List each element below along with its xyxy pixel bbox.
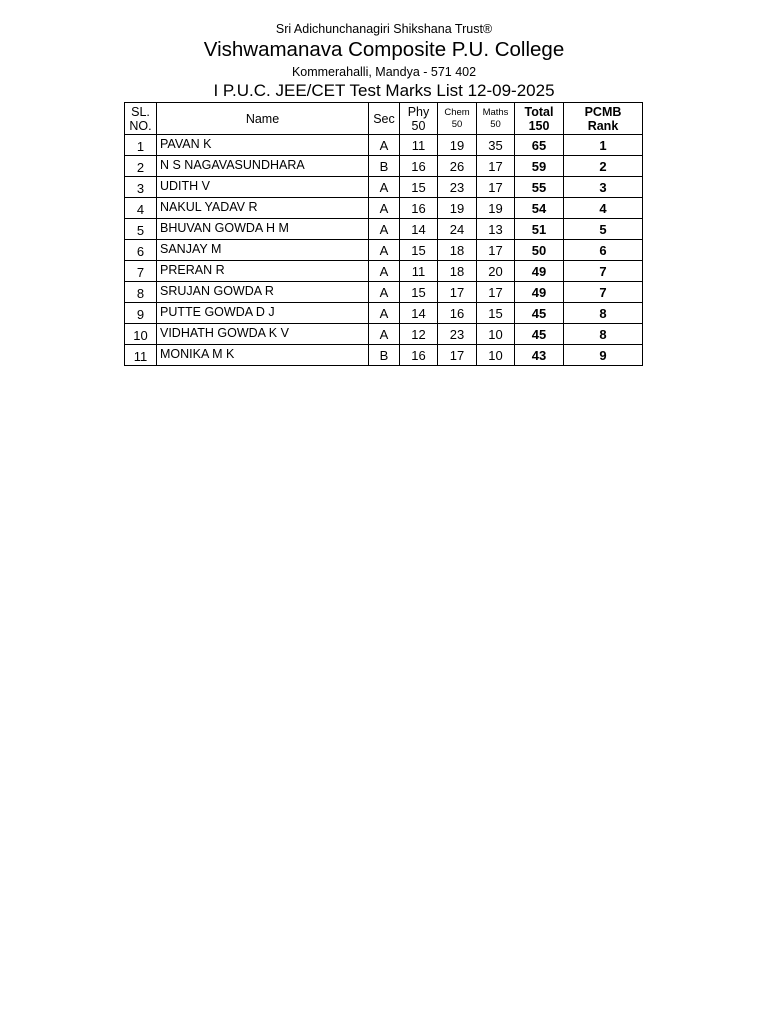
maths-marks-cell: 19	[477, 198, 515, 219]
maths-marks-cell: 17	[477, 177, 515, 198]
student-name-cell: VIDHATH GOWDA K V	[157, 324, 369, 345]
chem-marks-cell: 17	[438, 282, 477, 303]
chem-marks-cell: 19	[438, 198, 477, 219]
chem-marks-cell: 16	[438, 303, 477, 324]
student-name-cell: NAKUL YADAV R	[157, 198, 369, 219]
phy-marks-cell: 15	[400, 282, 438, 303]
maths-marks-cell: 17	[477, 240, 515, 261]
maths-marks-cell: 17	[477, 156, 515, 177]
phy-header	[400, 103, 438, 135]
rank-cell: 1	[564, 135, 643, 156]
total-header-line1: Total	[524, 104, 554, 119]
total-marks-cell: 49	[515, 282, 564, 303]
phy-marks-cell: 12	[400, 324, 438, 345]
marks-list-title: I P.U.C. JEE/CET Test Marks List 12-09-2025	[213, 81, 555, 100]
sl-cell: 2	[125, 156, 157, 177]
section-cell: A	[369, 324, 400, 345]
rank-cell: 8	[564, 303, 643, 324]
rank-header-line2: Rank	[587, 118, 619, 133]
phy-marks-cell: 15	[400, 240, 438, 261]
section-cell: A	[369, 261, 400, 282]
section-cell: A	[369, 303, 400, 324]
section-cell: A	[369, 282, 400, 303]
maths-marks-cell: 10	[477, 324, 515, 345]
student-name-cell: UDITH V	[157, 177, 369, 198]
phy-marks-cell: 16	[400, 345, 438, 366]
total-marks-cell: 49	[515, 261, 564, 282]
maths-marks-cell: 20	[477, 261, 515, 282]
sec-header: Sec	[369, 103, 400, 135]
sl-header-line1: SL.	[131, 104, 150, 119]
rank-cell: 2	[564, 156, 643, 177]
total-header	[515, 103, 564, 135]
sl-cell: 7	[125, 261, 157, 282]
phy-marks-cell: 14	[400, 219, 438, 240]
chem-marks-cell: 18	[438, 240, 477, 261]
section-cell: B	[369, 345, 400, 366]
rank-cell: 7	[564, 282, 643, 303]
table-row	[125, 177, 643, 198]
total-marks-cell: 55	[515, 177, 564, 198]
maths-marks-cell: 35	[477, 135, 515, 156]
chem-header-line1: Chem	[444, 106, 470, 118]
student-name-cell: SANJAY M	[157, 240, 369, 261]
phy-marks-cell: 11	[400, 135, 438, 156]
sl-no-header	[125, 103, 157, 135]
table-row	[125, 282, 643, 303]
chem-marks-cell: 23	[438, 324, 477, 345]
maths-marks-cell: 10	[477, 345, 515, 366]
section-cell: A	[369, 177, 400, 198]
table-row	[125, 198, 643, 219]
chem-header	[438, 103, 477, 135]
table-row	[125, 135, 643, 156]
sl-cell: 6	[125, 240, 157, 261]
phy-marks-cell: 16	[400, 198, 438, 219]
total-marks-cell: 59	[515, 156, 564, 177]
maths-marks-cell: 15	[477, 303, 515, 324]
rank-cell: 9	[564, 345, 643, 366]
sl-cell: 8	[125, 282, 157, 303]
total-marks-cell: 65	[515, 135, 564, 156]
table-row	[125, 240, 643, 261]
maths-header-line2: 50	[490, 118, 501, 130]
total-marks-cell: 43	[515, 345, 564, 366]
table-row	[125, 324, 643, 345]
phy-header-line2: 50	[411, 118, 426, 133]
phy-marks-cell: 15	[400, 177, 438, 198]
sl-cell: 9	[125, 303, 157, 324]
chem-marks-cell: 17	[438, 345, 477, 366]
table-row	[125, 303, 643, 324]
rank-cell: 7	[564, 261, 643, 282]
rank-cell: 8	[564, 324, 643, 345]
student-name-cell: PUTTE GOWDA D J	[157, 303, 369, 324]
chem-marks-cell: 24	[438, 219, 477, 240]
college-name: Vishwamanava Composite P.U. College	[203, 38, 565, 61]
section-cell: B	[369, 156, 400, 177]
phy-marks-cell: 16	[400, 156, 438, 177]
name-header: Name	[157, 103, 369, 135]
maths-marks-cell: 13	[477, 219, 515, 240]
college-address: Kommerahalli, Mandya - 571 402	[291, 65, 477, 79]
section-cell: A	[369, 135, 400, 156]
rank-cell: 4	[564, 198, 643, 219]
rank-header-line1: PCMB	[584, 104, 622, 119]
total-marks-cell: 45	[515, 303, 564, 324]
student-name-cell: SRUJAN GOWDA R	[157, 282, 369, 303]
phy-marks-cell: 11	[400, 261, 438, 282]
sl-cell: 5	[125, 219, 157, 240]
maths-header-line1: Maths	[482, 106, 509, 118]
student-name-cell: PAVAN K	[157, 135, 369, 156]
chem-marks-cell: 19	[438, 135, 477, 156]
trust-name: Sri Adichunchanagiri Shikshana Trust®	[275, 22, 493, 36]
section-cell: A	[369, 198, 400, 219]
rank-header	[564, 103, 643, 135]
sl-header-line2: NO.	[129, 118, 152, 133]
total-marks-cell: 50	[515, 240, 564, 261]
maths-marks-cell: 17	[477, 282, 515, 303]
phy-marks-cell: 14	[400, 303, 438, 324]
total-header-line2: 150	[528, 118, 550, 133]
rank-cell: 6	[564, 240, 643, 261]
marks-table	[124, 102, 643, 366]
student-name-cell: MONIKA M K	[157, 345, 369, 366]
marks-table-body	[125, 135, 643, 366]
table-row	[125, 345, 643, 366]
chem-marks-cell: 26	[438, 156, 477, 177]
rank-cell: 5	[564, 219, 643, 240]
maths-header	[477, 103, 515, 135]
sl-cell: 3	[125, 177, 157, 198]
section-cell: A	[369, 240, 400, 261]
phy-header-line1: Phy	[407, 104, 430, 119]
table-header-row	[125, 103, 643, 135]
student-name-cell: N S NAGAVASUNDHARA	[157, 156, 369, 177]
student-name-cell: PRERAN R	[157, 261, 369, 282]
section-cell: A	[369, 219, 400, 240]
sl-cell: 10	[125, 324, 157, 345]
sl-cell: 4	[125, 198, 157, 219]
total-marks-cell: 51	[515, 219, 564, 240]
total-marks-cell: 54	[515, 198, 564, 219]
table-row	[125, 156, 643, 177]
total-marks-cell: 45	[515, 324, 564, 345]
sl-cell: 1	[125, 135, 157, 156]
table-row	[125, 219, 643, 240]
table-row	[125, 261, 643, 282]
chem-header-line2: 50	[451, 118, 463, 130]
student-name-cell: BHUVAN GOWDA H M	[157, 219, 369, 240]
sl-cell: 11	[125, 345, 157, 366]
chem-marks-cell: 23	[438, 177, 477, 198]
rank-cell: 3	[564, 177, 643, 198]
chem-marks-cell: 18	[438, 261, 477, 282]
